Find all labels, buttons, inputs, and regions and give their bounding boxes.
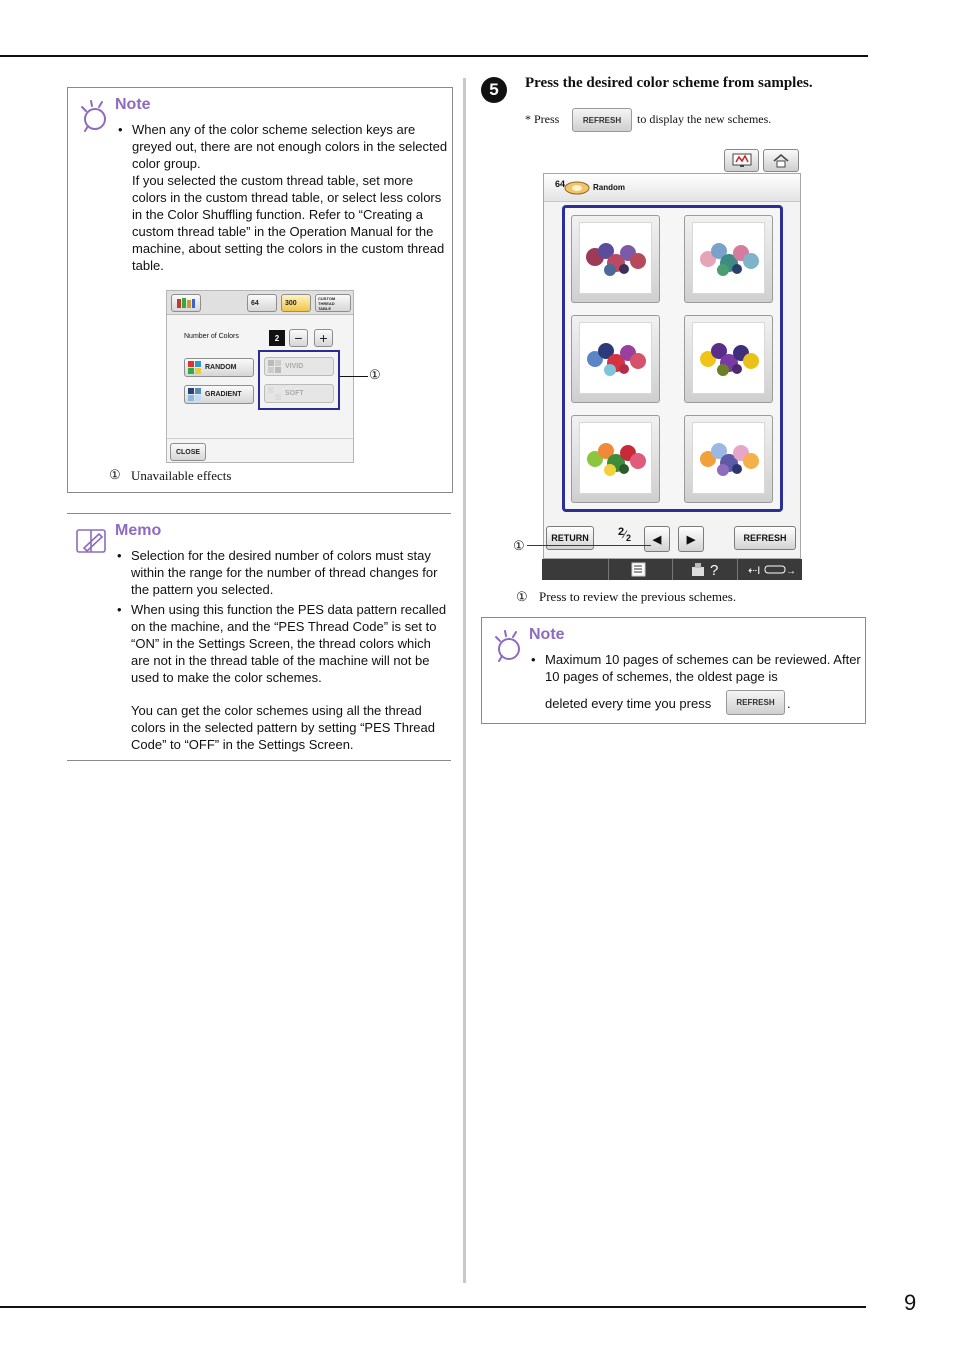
page-number: 9: [904, 1290, 917, 1315]
tab-300[interactable]: 300: [281, 294, 311, 312]
step-legend-number: ①: [516, 589, 528, 604]
random-grid-icon: [188, 361, 201, 374]
note-title: Note: [115, 96, 151, 113]
increase-button[interactable]: +: [314, 329, 333, 347]
step-number-badge: 5: [481, 77, 507, 103]
right-note-box: [481, 617, 866, 724]
memo-title: Memo: [115, 522, 162, 539]
thread-spool-icon: [564, 181, 590, 195]
bar-divider: [737, 559, 738, 580]
hoop-move-icon[interactable]: [747, 562, 797, 577]
return-button[interactable]: RETURN: [546, 526, 594, 550]
note-lightbulb-icon: [76, 98, 110, 132]
help-icon[interactable]: [690, 561, 724, 578]
color-settings-screen: [166, 290, 354, 463]
legend-number: ①: [109, 467, 121, 482]
flower-pattern-icon: [580, 223, 653, 295]
number-of-colors-label: Number of Colors: [184, 333, 239, 340]
machine-screen: [543, 173, 801, 559]
step-sub-prefix: * Press: [525, 112, 560, 126]
scheme-sample-5[interactable]: [571, 415, 660, 503]
flower-pattern-icon: [693, 323, 766, 395]
monitor-icon: [732, 153, 752, 168]
gradient-grid-icon: [188, 388, 201, 401]
bullet-dot: •: [117, 602, 122, 617]
bullet-dot: •: [118, 122, 123, 137]
legend-text: Unavailable effects: [131, 468, 232, 483]
page-total: 2: [625, 533, 631, 543]
spools-icon: [176, 297, 196, 309]
number-of-colors-value: 2: [269, 330, 285, 346]
flower-pattern-icon: [580, 323, 653, 395]
screen-bottom-divider: [167, 438, 353, 439]
svg-text:?: ?: [710, 562, 719, 578]
step-sub-suffix: to display the new schemes.: [637, 112, 772, 126]
note-title: Note: [529, 626, 565, 643]
memo-bullet-1: Selection for the desired number of colors must stay within the range for the number of thread changes for the pattern you selected.: [131, 548, 438, 597]
memo-continuation: You can get the color schemes using all the thread colors in the selected pattern by setting “PES Thread Code” to “OFF” in the Settings Screen.: [131, 703, 435, 752]
gradient-button[interactable]: GRADIENT: [184, 385, 254, 404]
flower-pattern-icon: [693, 423, 766, 495]
screen-callout-line: [527, 545, 651, 546]
random-button[interactable]: RANDOM: [184, 358, 254, 377]
memo-bullet-2: When using this function the PES data pattern recalled on the machine, and the “PES Thread Code” is set to “ON” in the Settings Screen, the thread colors which are not in the thread table of the machine will not be used to make the color schemes.: [131, 602, 447, 685]
bar-divider: [672, 559, 673, 580]
decrease-button[interactable]: −: [289, 329, 308, 347]
note-bullet-text: When any of the color scheme selection keys are greyed out, there are not enough colors in the selected color group.: [132, 122, 448, 171]
scheme-mode-label: Random: [593, 183, 625, 192]
machine-bottom-bar: [542, 559, 802, 580]
screen-callout-marker: ①: [513, 538, 525, 553]
page-indicator: $2⁄_2$: [618, 526, 631, 543]
refresh-inline-button: REFRESH: [572, 108, 632, 132]
soft-grid-icon: [268, 387, 281, 400]
svg-text:→: →: [786, 566, 796, 577]
right-note-text: Maximum 10 pages of schemes can be reviewed. After 10 pages of schemes, the oldest page is: [545, 652, 861, 684]
page-current: 2: [618, 526, 625, 538]
previous-page-button[interactable]: ◀: [644, 526, 670, 552]
refresh-inline-button: REFRESH: [726, 690, 785, 715]
memo-bottom-rule: [67, 760, 451, 761]
bullet-dot: •: [531, 652, 536, 667]
bottom-rule: [0, 1306, 866, 1308]
checklist-icon[interactable]: [630, 562, 648, 577]
next-page-button[interactable]: ▶: [678, 526, 704, 552]
column-divider: [463, 78, 466, 1283]
right-note-text-2: deleted every time you press: [545, 696, 712, 711]
vivid-button: VIVID: [264, 357, 334, 376]
note-lightbulb-icon: [490, 628, 524, 662]
top-rule: [0, 55, 868, 57]
tab-custom-thread-table[interactable]: CUSTOM THREAD TABLE: [315, 294, 351, 312]
memo-top-rule: [67, 513, 451, 514]
svg-text:⇠I: ⇠I: [748, 565, 761, 577]
tab-64[interactable]: 64: [247, 294, 277, 312]
note-continuation-text: If you selected the custom thread table, set more colors in the custom thread table, or select less colors in the Color Shuffling function. Refer to “Creating a custom thread table” in the Operation Manual for the machine, about setting the colors in the custom thread table.: [132, 173, 445, 273]
top-icon-home[interactable]: [763, 149, 799, 172]
bullet-dot: •: [117, 548, 122, 563]
thread-color-tab[interactable]: [171, 294, 201, 312]
flower-pattern-icon: [693, 223, 766, 295]
memo-notebook-icon: [75, 526, 107, 556]
note-box: [67, 87, 453, 493]
close-button[interactable]: CLOSE: [170, 443, 206, 461]
scheme-sample-6[interactable]: [684, 415, 773, 503]
soft-button: SOFT: [264, 384, 334, 403]
home-icon: [772, 153, 790, 168]
bar-divider: [608, 559, 609, 580]
scheme-sample-4[interactable]: [684, 315, 773, 403]
step-title: Press the desired color scheme from samples.: [525, 75, 813, 91]
refresh-button[interactable]: REFRESH: [734, 526, 796, 550]
callout-line: [340, 376, 368, 377]
step-legend-text: Press to review the previous schemes.: [539, 589, 737, 604]
right-note-period: .: [787, 696, 791, 711]
scheme-sample-1[interactable]: [571, 215, 660, 303]
thread-count: 64: [555, 179, 566, 189]
scheme-sample-3[interactable]: [571, 315, 660, 403]
top-icon-monitor[interactable]: [724, 149, 759, 172]
scheme-sample-2[interactable]: [684, 215, 773, 303]
vivid-grid-icon: [268, 360, 281, 373]
flower-pattern-icon: [580, 423, 653, 495]
callout-marker: ①: [369, 367, 381, 382]
